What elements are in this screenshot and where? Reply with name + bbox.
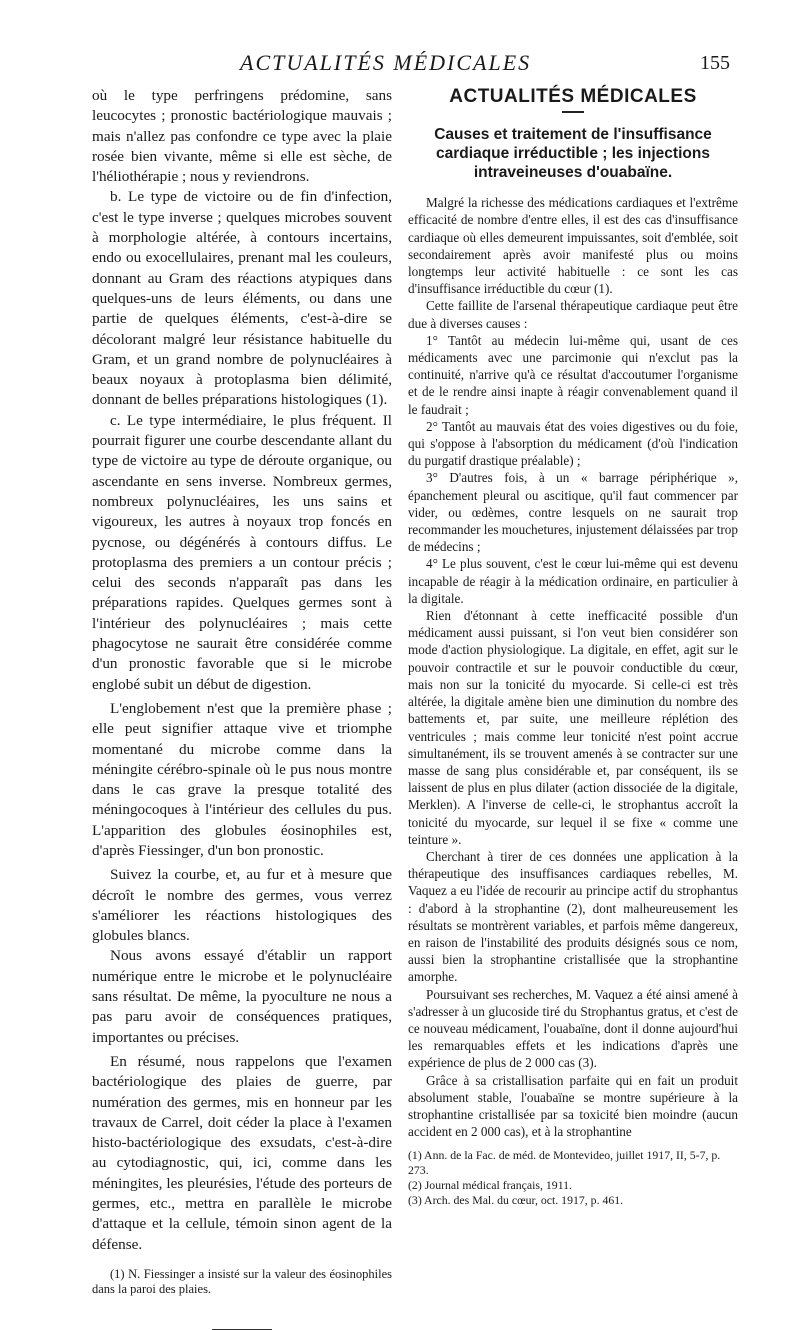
paragraph: 2° Tantôt au mauvais état des voies digestives ou du foie, qui s'oppose à l'absorption du médicament (d'où l'indication du purgatif drastique préalable) ; (408, 418, 738, 469)
running-head (0, 50, 800, 80)
paragraph: 3° D'autres fois, à un « barrage périphérique », épanchement pleural ou ascitique, qu'il faut commencer par vider, ou œdèmes, contre lesquels on ne saurait trop recommander les mouchetures, injustement délaissées par trop de médecins ; (408, 470, 738, 555)
running-title: ACTUALITÉS MÉDICALES (240, 50, 532, 75)
paragraph: Rien d'étonnant à cette inefficacité possible d'un médicament aussi puissant, si l'on veut bien considérer son mode d'action physiologique. La digitale, en effet, agit sur le pouvoir contractile et sur le pouvoir conductible du cœur, mais non sur la tonicité du myocarde. Si celle-ci est très altérée, la digitale amène bien une diminution du nombre des battements et, par suite, une meilleure réplétion des ventricules ; mais comme leur tonicité n'est point accrue simultanément, ils se trouvent amenés à se contracter sur une masse de sang plus considérable et, par conséquent, ils se laissent de plus en plus dilater (action dissociée de la digitale, Merklen). A l'inverse de celle-ci, le strophantus accroît la tonicité du myocarde, sur lequel il se fixe « comme une teinture ». (408, 608, 738, 847)
divider (562, 111, 584, 113)
right-column (408, 88, 738, 1208)
paragraph: L'englobement n'est que la première phase ; elle peut signifier attaque vive et triomphe momentané du microbe comme dans la méningite cérébro-spinale où le pus nous montre dans le cas grave la presque totalité des méningocoques à l'intérieur des cellules du pus. L'apparition des globules éosinophiles est, d'après Fiessinger, d'un bon pronostic. (92, 699, 392, 859)
paragraph: Cette faillite de l'arsenal thérapeutique cardiaque peut être due à diverses causes : (408, 298, 738, 331)
paragraph: Malgré la richesse des médications cardiaques et l'extrême efficacité de nombre d'entre elles, il est des cas d'insuffisance cardiaque où elles demeurent impuissantes, soit d'emblée, soit secondairement après avoir manifesté plus ou moins longtemps leur activité habituelle : ce sont les cas d'insuffisance irréductible du cœur (1). (408, 195, 738, 297)
left-column (92, 86, 392, 1330)
footnote: (1) Ann. de la Fac. de méd. de Montevideo, juillet 1917, II, 5-7, p. 273. (408, 1148, 721, 1178)
paragraph: où le type perfringens prédomine, sans leucocytes ; pronostic bactériologique mauvais ; mais n'allez pas confondre ce type avec la plaie rosée bien vivante, même si elle est sèche, de l'héliothérapie ; nous y reviendrons. (92, 87, 392, 186)
footnote: (1) N. Fiessinger a insisté sur la valeur des éosinophiles dans la paroi des plaies. (92, 1266, 392, 1296)
article-title: Causes et traitement de l'insuffisance cardiaque irréductible ; les injections intraveineuses d'ouabaïne. (434, 126, 712, 182)
footnotes (408, 1148, 738, 1208)
paragraph: En résumé, nous rappelons que l'examen bactériologique des plaies de guerre, par numération des germes, mis en honneur par les travaux de Carrel, doit céder la place à l'examen histo-bactériologique des exsudats, c'est-à-dire au cytodiagnostic, qui, ici, comme dans les méningites, les pleurésies, l'étude des porteurs de germes, etc., mettra en parallèle le microbe d'attaque et la cellule, témoin sinon agent de la défense. (92, 1052, 392, 1253)
paragraph: b. Le type de victoire ou de fin d'infection, c'est le type inverse ; quelques microbes souvent à morphologie altérée, à contours incertains, endo ou exocellulaires, prenant mal les couleurs, donnant au Gram des réactions atypiques dans quelques-uns de leurs éléments, ou dans une partie de quelques éléments, c'est-à-dire se décolorant malgré leur résistance habituelle du Gram, et un grand nombre de polynucléaires à beaux noyaux à protoplasma bien délimité, donnant de belles préparations histologiques (1). (92, 188, 392, 409)
paragraph: Grâce à sa cristallisation parfaite qui en fait un produit absolument stable, l'ouabaïne se montre supérieure à la strophantine cristallisée par sa toxicité bien moindre (aucun accident en 2 000 cas), et à la strophantine (408, 1072, 738, 1140)
paragraph: Poursuivant ses recherches, M. Vaquez a été ainsi amené à s'adresser à un glucoside tiré du Strophantus gratus, et c'est de ce nouveau médicament, l'ouabaïne, dont il donne aujourd'hui les remarquables effets et les indications d'après une expérience de plus de 2 000 cas (3). (408, 986, 738, 1071)
page-number: 155 (700, 52, 730, 74)
paragraph: Cherchant à tirer de ces données une application à la thérapeutique des insuffisances cardiaques rebelles, M. Vaquez a eu l'idée de recourir au principe actif du strophantus : d'abord à la strophantine (2), dont malheureusement les résultats se montrèrent variables, et parfois même dangereux, en raison de l'instabilité des produits désignés sous ce nom, aussi bien la strophantine cristallisée que la strophantine amorphe. (408, 848, 738, 985)
paragraph: c. Le type intermédiaire, le plus fréquent. Il pourrait figurer une courbe descendante allant du type de victoire au type de déroute organique, ou ascendante en sens inverse. Nombreux germes, nombreux polynucléaires, les uns sains et vigoureux, les autres à noyaux trop foncés en pycnose, ou dégénérés à contours diffus. Le protoplasma des premiers a un contour précis ; celui des seconds n'apparaît pas dans les préparations rapides. Quelques germes sont à l'intérieur des polynucléaires ; mais cette phagocytose ne saurait être considérée comme d'un pronostic favorable que si le microbe englobé subit un début de digestion. (92, 411, 392, 693)
paragraph: 4° Le plus souvent, c'est le cœur lui-même qui est devenu incapable de réagir à la médication ordinaire, en particulier à la digitale. (408, 556, 738, 606)
section-heading: ACTUALITÉS MÉDICALES (449, 86, 697, 107)
paragraph: 1° Tantôt au médecin lui-même qui, usant de ces médicaments avec une parcimonie qui n'exclut pas la continuité, n'arrive qu'à ce résultat d'accoutumer l'organisme et de le rendre ainsi inapte à réagir convenablement quand il le faudrait ; (408, 332, 738, 417)
paragraph: Suivez la courbe, et, au fur et à mesure que décroît le nombre des germes, vous verrez s'améliorer les réactions histologiques des globules blancs. (92, 866, 392, 945)
footnote: (3) Arch. des Mal. du cœur, oct. 1917, p. 461. (408, 1193, 624, 1208)
footnote: (2) Journal médical français, 1911. (408, 1178, 573, 1193)
paragraph: Nous avons essayé d'établir un rapport numérique entre le microbe et le polynucléaire sans résultat. De même, la pyoculture ne nous a pas paru avoir de conséquences pratiques, importantes ou précises. (92, 947, 392, 1046)
